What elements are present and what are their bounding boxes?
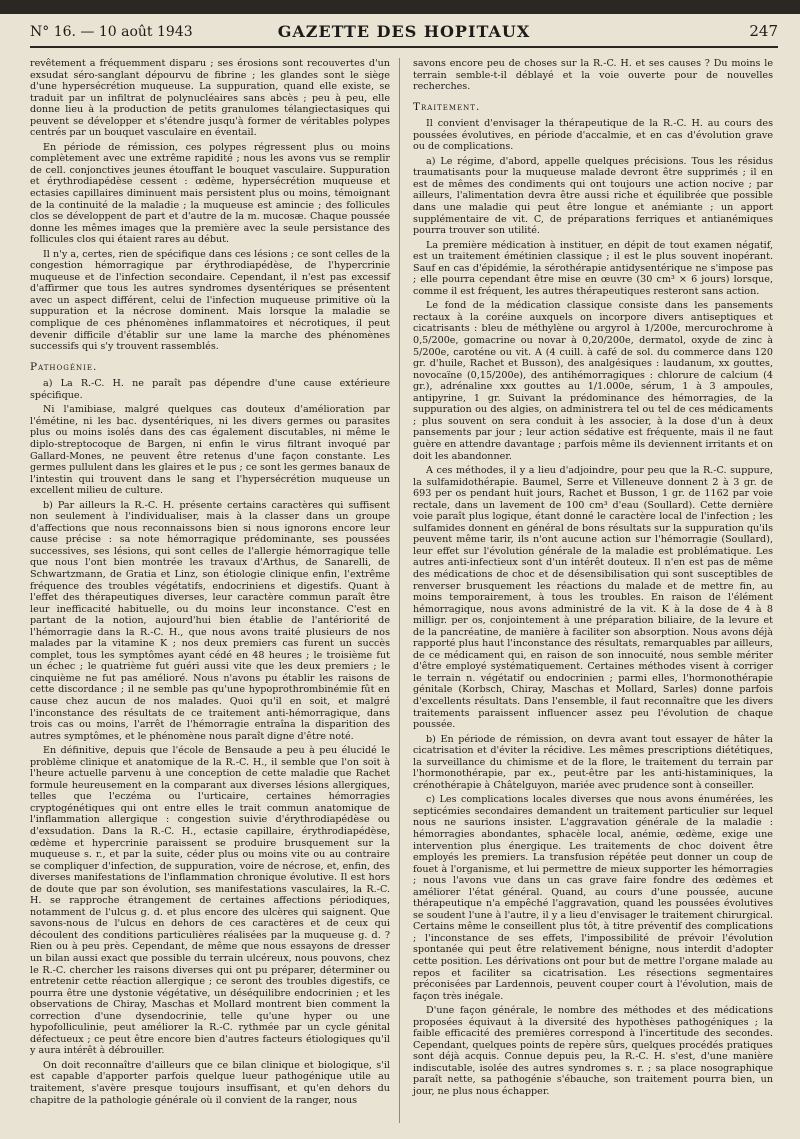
page-header — [30, 20, 778, 46]
column-divider — [399, 58, 400, 1123]
paragraph: On doit reconnaître d'ailleurs que ce bilan clinique et biologique, s'il est capable d'apporter parfois quelque lueur pathogénique utile au traitement, s'avère presque toujours insuffisant, et qu'en dehors du chapitre de la pathologie générale où il convient de la ranger, nous — [30, 1059, 390, 1106]
left-column — [30, 58, 390, 1109]
paragraph: Il n'y a, certes, rien de spécifique dans ces lésions ; ce sont celles de la congestion hémorragique par érythrodiapédèse, de l'hypercrinie muqueuse et de l'infection secondaire. Cependant, il n'est pas excessif d'affirmer que tous les autres syndromes dysentériques se présentent avec un aspect différent, celui de l'infection muqueuse primitive où la suppuration et la nécrose dominent. Mais lorsque la maladie se complique de ces phénomènes inflammatoires et nécrotiques, il peut devenir difficile d'établir sur une lame la marche des phénomènes successifs qui s'y trouvent rassemblés. — [30, 248, 390, 353]
paragraph: revêtement a fréquemment disparu ; ses érosions sont recouvertes d'un exsudat séro-sanglant dépourvu de fibrine ; les glandes sont le siège d'une hypersécrétion muqueuse. La suppuration, quand elle existe, se traduit par un infiltrat de polynucléaires sans abcès ; peu à peu, elle donne lieu à la production de petits granulomes télangiectasiques qui peuvent se développer et s'étendre jusqu'à former de véritables polypes centrés par un bouquet vasculaire en éventail. — [30, 58, 390, 139]
paragraph: c) Les complications locales diverses que nous avons énumérées, les septicémies secondaires demandent un traitement particulier sur lequel nous ne saurions insister. L'aggravation générale de la maladie : hémorragies abondantes, sphacèle local, anémie, œdème, exige une intervention plus énergique. Les traitements de choc doivent être employés les premiers. La transfusion répétée peut donner un coup de fouet à l'organisme, et lui permettre de mieux supporter les hémorragies ; nous l'avons vue dans un cas grave faire fondre des œdèmes et améliorer l'état général. Quand, au cours d'une poussée, aucune thérapeutique n'a empêché l'aggravation, quand les poussées évolutives se soudent l'une à l'autre, il y a lieu d'envisager le traitement chirurgical. Certains même le conseillent plus tôt, à titre préventif des complications ; l'inconstance de ses effets, l'impossibilité de prévoir l'évolution spontanée qui peut être relativement bénigne, nous interdit d'adopter cette position. Les dérivations ont pour but de mettre l'organe malade au repos et faciliter sa cicatrisation. Les résections segmentaires préconisées par Lardennois, peuvent couper court à l'évolution, mais de façon très inégale. — [413, 794, 773, 1002]
paragraph: Ni l'amibiase, malgré quelques cas douteux d'amélioration par l'émétine, ni les bac. dysentériques, ni les divers germes ou parasites plus ou moins isolés dans des cas également discutables, ni même le diplo-streptocoque de Bargen, ni enfin le virus filtrant invoqué par Gallard-Mones, ne peuvent être retenus d'une façon constante. Les germes pullulent dans les glaires et le pus ; ce sont les germes banaux de l'intestin qui trouvent dans le sang et l'hypersécrétion muqueuse un excellent milieu de culture. — [30, 404, 390, 497]
paragraph: Il convient d'envisager la thérapeutique de la R.-C. H. au cours des poussées évolutives, en période d'accalmie, et en cas d'évolution grave ou de complications. — [413, 118, 773, 153]
paragraph: a) La R.-C. H. ne paraît pas dépendre d'une cause extérieure spécifique. — [30, 378, 390, 401]
paragraph: Le fond de la médication classique consiste dans les pansements rectaux à la coréine auxquels on incorpore divers antiseptiques et cicatrisants : bleu de méthylène ou argyrol à 1/200e, mercurochrome à 0,5/200e, gomacrine ou novar à 0,20/200e, dermatol, oxyde de zinc à 5/200e, caroténe ou vit. A (4 cuill. à café de sol. du commerce dans 120 gr. d'huile, Rachet et Busson), des analgésiques : laudanum, xx gouttes, novocaïne (0,15/200e), des antihémorragiques : chlorure de calcium (4 gr.), adrénaline xxx gouttes au 1/1.000e, sérum, 1 à 3 ampoules, antipyrine, 1 gr. Suivant la prédominance des hémorragies, de la suppuration ou des algies, on administrera tel ou tel de ces médicaments ; plus souvent on sera conduit à les associer, à la dose d'un à deux pansements par jour ; leur action sédative est fréquente, mais il ne faut guère en attendre davantage ; parfois même ils deviennent irritants et on doit les abandonner. — [413, 300, 773, 462]
paragraph: a) Le régime, d'abord, appelle quelques précisions. Tous les résidus traumatisants pour la muqueuse malade devront être supprimés ; il en est de mêmes des condiments qui ont toujours une action nocive ; par ailleurs, l'alimentation devra être aussi riche et équilibrée que possible dans une maladie qui peut être longue et anémiante ; un apport supplémentaire de vit. C, de préparations ferriques et antianémiques pourra trouver son utilité. — [413, 155, 773, 237]
paragraph: savons encore peu de choses sur la R.-C. H. et ses causes ? Du moins le terrain semble-t-il déblayé et la voie ouverte pour de nouvelles recherches. — [413, 58, 773, 93]
right-column — [413, 58, 773, 1101]
paragraph: b) En période de rémission, on devra avant tout essayer de hâter la cicatrisation et d'éviter la récidive. Les mêmes prescriptions diététiques, la surveillance du chimisme et de la flore, le traitement du terrain par l'hormonothérapie, par ex., peut-être par les anti-histaminiques, la crénothérapie à Châtelguyon, mariée avec prudence sont à conseiller. — [413, 733, 773, 791]
paragraph: b) Par ailleurs la R.-C. H. présente certains caractères qui suffisent non seulement à l'individualiser, mais à la classer dans un groupe d'affections que nous reconnaissons bien si nous ignorons encore leur cause précise : sa note hémorragique prédominante, ses poussées successives, ses lésions, qui sont celles de l'allergie hémorragique telle que nous l'ont bien montrée les travaux d'Arthus, de Sanarelli, de Schwartzmann, de Gratia et Linz, son étiologie clinique enfin, l'extrême fréquence des troubles végétatifs, endocriniens et digestifs. Quant à l'effet des thérapeutiques diverses, leur caractère commun paraît être leur inefficacité habituelle, ou du moins leur inconstance. C'est en partant de la notion, aujourd'hui bien établie de l'antériorité de l'hémorragie dans la R.-C. H., que nous avons traité plusieurs de nos malades par la vitamine K ; nos deux premiers cas furent un succès complet, tous les symptômes ayant cédé en 48 heures ; le troisième fut un échec ; le quatrième fut guéri aussi vite que les deux premiers ; le cinquième ne fut pas amélioré. Nous n'avons pu établir les raisons de cette discordance ; il ne semble pas qu'une hypoprothrombinémie fût en cause chez aucun de nos malades. Quoi qu'il en soit, et malgré l'inconstance des résultats de ce traitement anti-hémorragique, dans trois cas ou moins, l'arrêt de l'hémorragie entraîna la disparition des autres symptômes, et le phénomène nous paraît digne d'être noté. — [30, 499, 390, 742]
paragraph: La première médication à instituer, en dépit de tout examen négatif, est un traitement émétinien classique ; il est le plus souvent inopérant. Sauf en cas d'épidémie, la sérothérapie antidysentérique ne s'impose pas ; elle pourra cependant être mise en œuvre (30 cm³ × 6 jours) lorsque, comme il est fréquent, les autres thérapeutiques resteront sans action. — [413, 239, 773, 297]
paragraph: D'une façon générale, le nombre des méthodes et des médications proposées équivaut à la diversité des hypothèses pathogéniques ; la faible efficacité des premières correspond à l'incertitude des secondes. Cependant, quelques points de repère sûrs, quelques procédés pratiques sont déjà acquis. Connue depuis peu, la R.-C. H. s'est, d'une manière indiscutable, isolée des autres syndromes s. r. ; sa place nosographique paraît nette, sa pathogénie s'ébauche, son traitement pourra bien, un jour, ne plus nous échapper. — [413, 1005, 773, 1098]
journal-title: GAZETTE DES HOPITAUX — [277, 22, 531, 41]
paragraph: En période de rémission, ces polypes régressent plus ou moins complètement avec une extrême rapidité ; nous les avons vus se remplir de cell. conjonctives jeunes étouffant le bouquet vasculaire. Suppuration et érythrodiapédèse cessent : œdème, hypersécrétion muqueuse et ectasies capillaires diminuent mais persistent plus ou moins, témoignant de la continuité de la maladie ; la muqueuse est amincie ; des follicules clos se développent de part et d'autre de la m. mucosæ. Chaque poussée donne les mêmes images que la première avec la seule persistance des follicules clos qui étaient rares au début. — [30, 141, 390, 246]
top-border-band — [0, 0, 800, 14]
paragraph: A ces méthodes, il y a lieu d'adjoindre, pour peu que la R.-C. suppure, la sulfamidothérapie. Baumel, Serre et Villeneuve donnent 2 à 3 gr. de 693 per os pendant huit jours, Rachet et Busson, 1 gr. de 1162 par voie rectale, dans un lavement de 100 cm³ d'eau (Soullard). Cette dernière voie paraît plus logique, étant donné le caractère local de l'infection ; les sulfamides donnent en général de bons résultats sur la suppuration qu'ils peuvent même tarir, ils n'ont aucune action sur l'hémorragie (Soullard), leur effet sur l'évolution générale de la maladie est problématique. Les autres anti-infectieux sont d'un intérêt douteux. Il n'en est pas de même des médications de choc et de désensibilisation qui sont susceptibles de renverser brusquement les réactions du malade et de mettre fin, au moins temporairement, à tous les troubles. En raison de l'élément hémorragique, nous avons administré de la vit. K à la dose de 4 à 8 milligr. per os, conjointement à une préparation biliaire, de la levure et de la pancréatine, de manière à faciliter son absorption. Nous avons déjà rapporté plus haut l'inconstance des résultats, remarquables par ailleurs, de ce médicament qui, en raison de son innocuité, nous semble mériter d'être employé systématiquement. Certaines méthodes visent à corriger le terrain n. végétatif ou endocrinien ; parmi elles, l'hormonothérapie génitale (Korbsch, Chiray, Maschas et Mollard, Sarles) donne parfois d'excellents résultats. Dans l'ensemble, il faut reconnaître que les divers traitements paraissent influencer assez peu l'évolution de chaque poussée. — [413, 465, 773, 731]
header-rule — [30, 46, 778, 48]
issue-number-date: N° 16. — 10 août 1943 — [30, 24, 193, 40]
section-heading-pathogenie: Pathogénie. — [30, 360, 98, 373]
paragraph: En définitive, depuis que l'école de Bensaude a peu à peu élucidé le problème clinique et anatomique de la R.-C. H., il semble que l'on soit à l'heure actuelle parvenu à une conception de cette maladie que Rachet formule heureusement en la comparant aux diverses lésions allergiques, telles que l'eczéma ou l'urticaire, certaines hémorragies cryptogénétiques qui ont entre elles le trait commun anatomique de l'inflammation allergique : congestion suivie d'érythrodiapédèse ou d'exsudation. Dans la R.-C. H., ectasie capillaire, érythrodiapédèse, œdème et hypercrinie paraissent se produire brusquement sur la muqueuse s. r., et par la suite, céder plus ou moins vite ou au contraire se compliquer d'infection, de suppuration, voire de nécrose, et, enfin, des diverses manifestations de l'inflammation chronique évolutive. Il est hors de doute que par son évolution, ses manifestations vasculaires, la R.-C. H. se rapproche étrangement de certaines affections périodiques, notamment de l'ulcus g. d. et plus encore des ulcères qui saignent. Que savons-nous de l'ulcus en dehors de ces caractères et de ceux qui découlent des conditions particulières réalisées par la muqueuse g. d. ? Rien ou à peu près. Cependant, de même que nous essayons de dresser un bilan aussi exact que possible du terrain ulcéreux, nous pouvons, chez le R.-C. chercher les raisons diverses qui ont pu préparer, déterminer ou entretenir cette réaction allergique ; ce seront des troubles digestifs, ce pourra être une dystonie végétative, un déséquilibre endocrinien ; et les observations de Chiray, Maschas et Mollard montrent bien comment la correction d'une dysendocrinie, telle qu'une hyper ou une hypofolliculinie, peut améliorer la R.-C. rythmée par un cycle génital défectueux ; ce peut être encore bien d'autres facteurs étiologiques qu'il y aura intérêt à débrouiller. — [30, 745, 390, 1057]
page-number: 247 — [749, 22, 778, 40]
section-heading-traitement: Traitement. — [413, 100, 481, 113]
